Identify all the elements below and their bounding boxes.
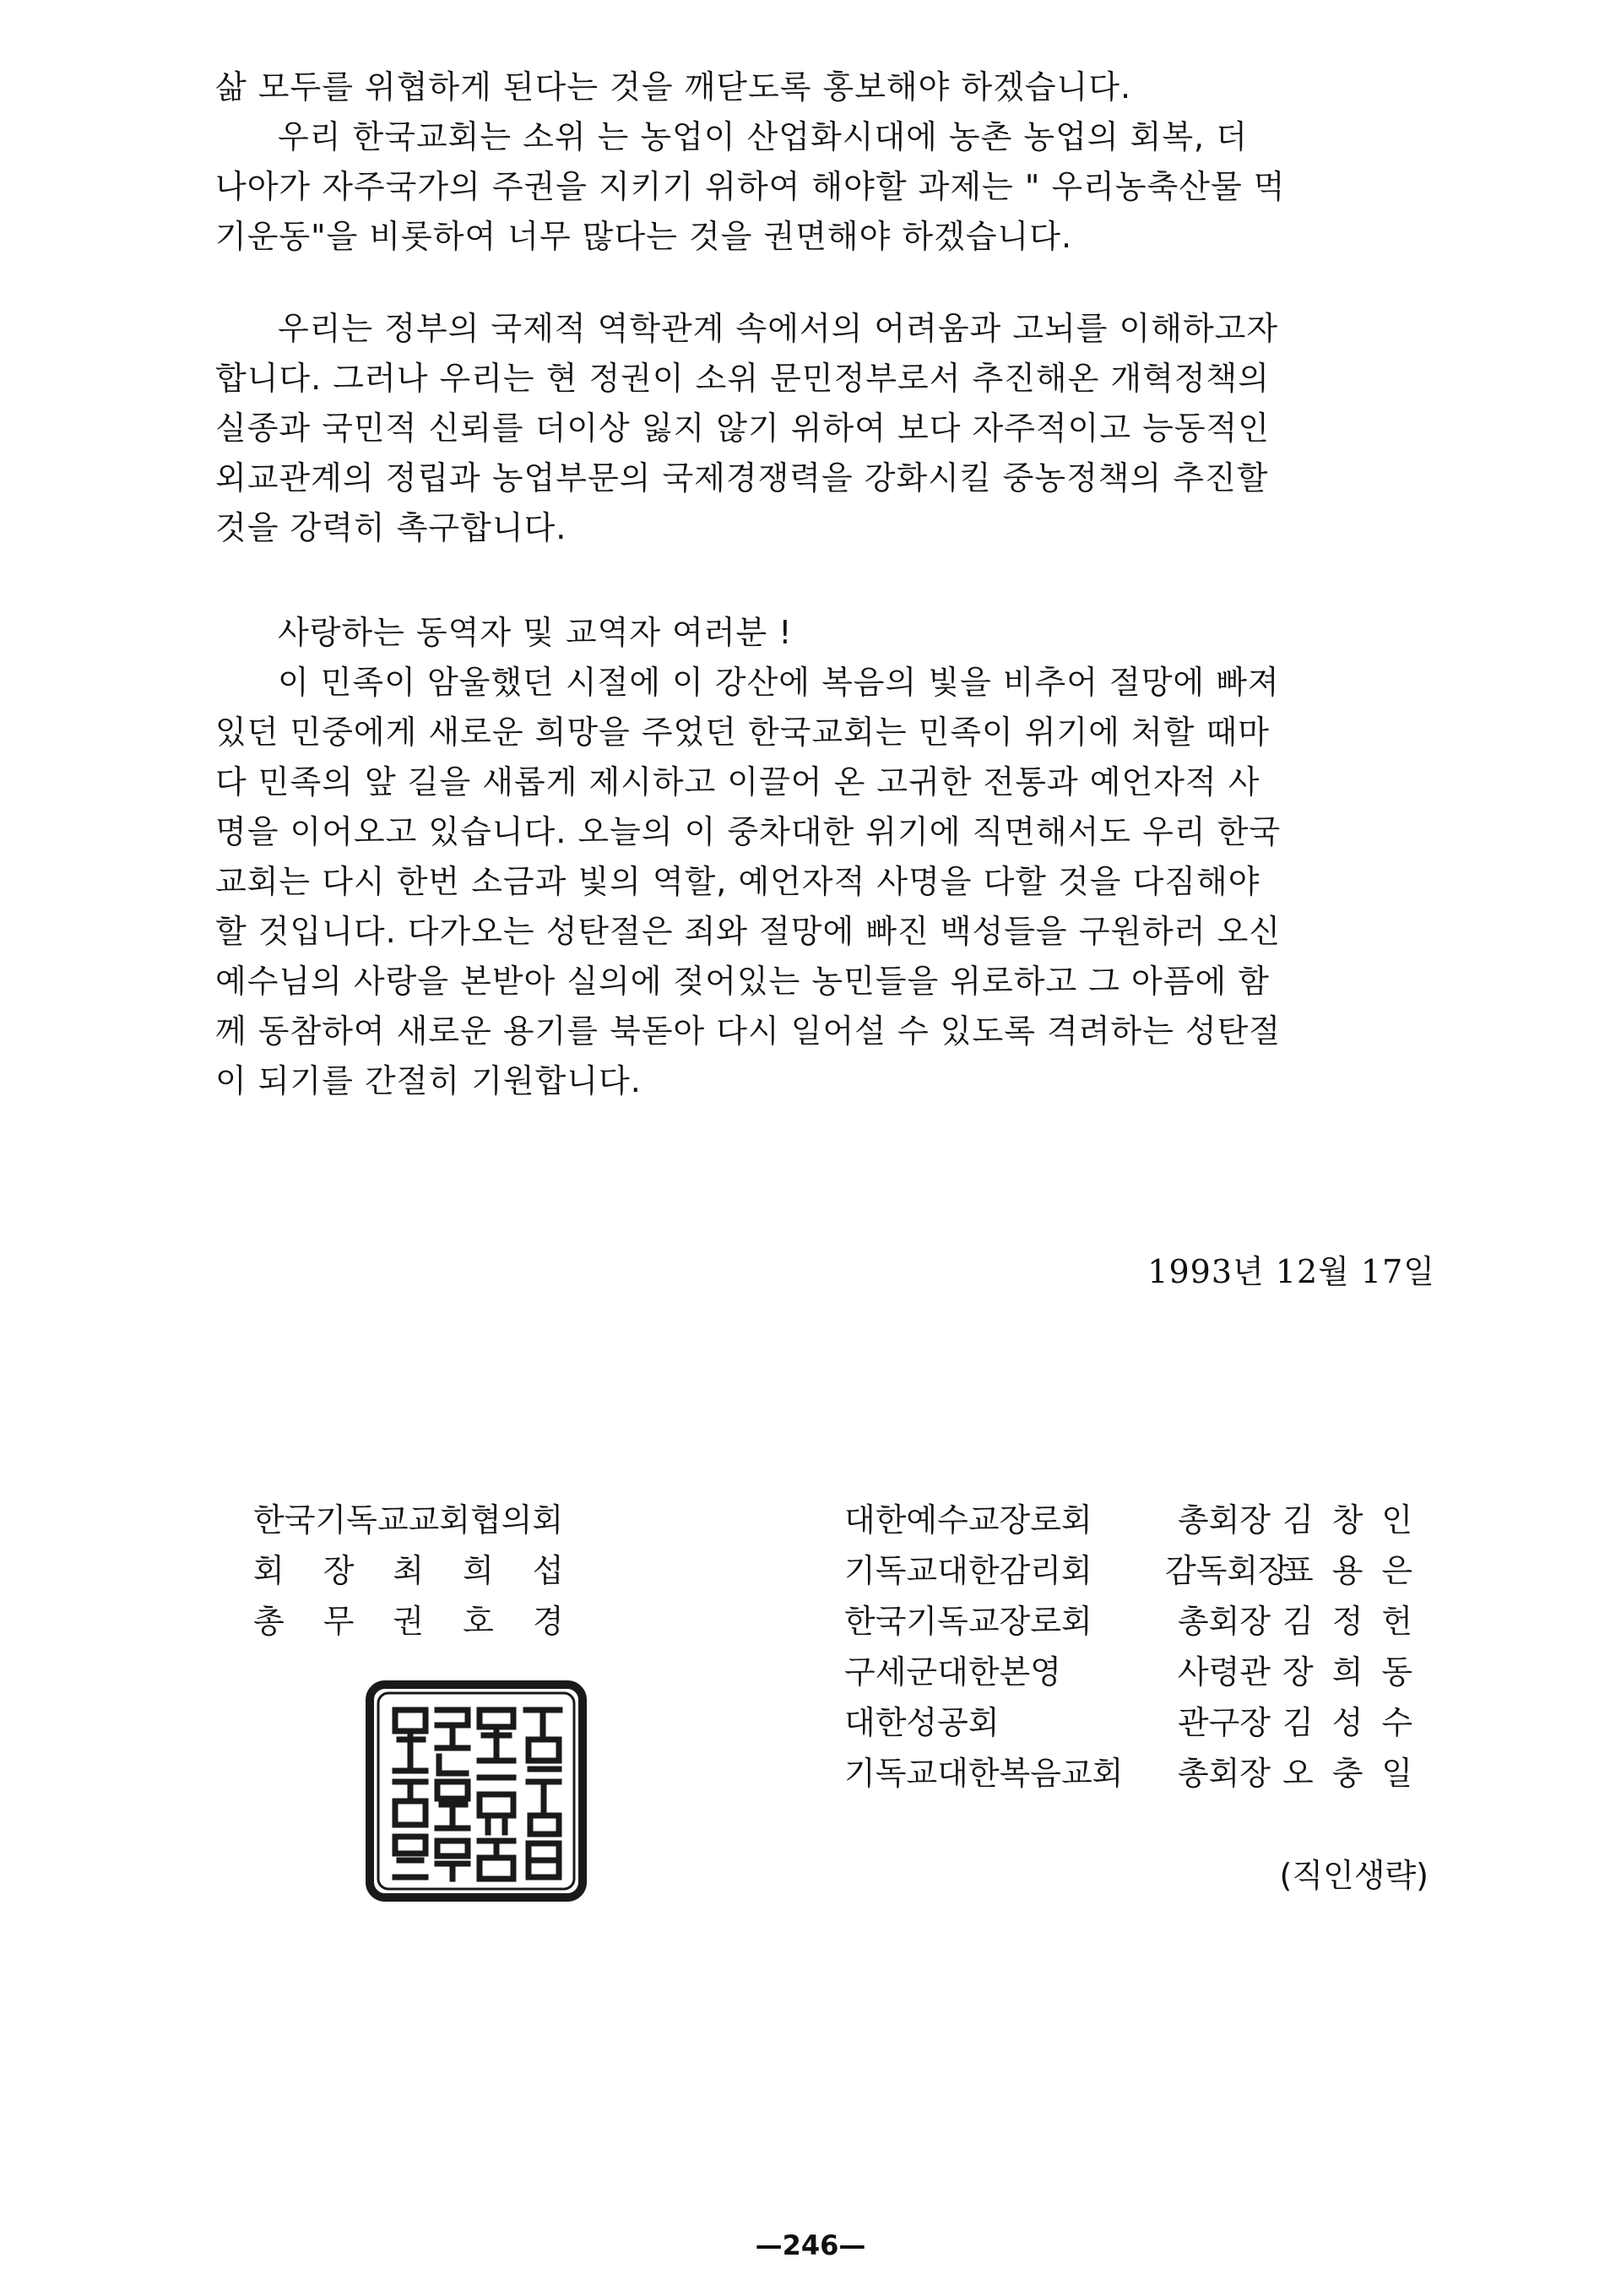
signatory-title: 총회장 <box>1177 1501 1271 1539</box>
paragraph-3 <box>215 608 1431 1106</box>
signatory-row <box>844 1748 1431 1799</box>
signatory-title: 총회장 <box>1177 1603 1271 1640</box>
text-line: 것을 강력히 촉구합니다. <box>215 509 567 546</box>
signatory-name: 장희동 <box>1282 1653 1432 1691</box>
salutation-line: 사랑하는 동역자 및 교역자 여러분 ! <box>278 614 793 651</box>
text-line: 우리 한국교회는 소위 는 농업이 산업화시대에 농촌 농업의 회복, 더 <box>278 118 1248 155</box>
text-line: 우리는 정부의 국제적 역학관계 속에서의 어려움과 고뇌를 이해하고자 <box>278 310 1279 347</box>
signatory-block-left <box>253 1495 603 1647</box>
paragraph-1 <box>215 62 1431 262</box>
paragraph-2 <box>215 304 1431 553</box>
text-line: 삶 모두를 위협하게 된다는 것을 깨닫도록 홍보해야 하겠습니다. <box>215 68 1132 106</box>
denomination-name: 한국기독교장로회 <box>844 1603 1092 1640</box>
signatory-name: 김정헌 <box>1282 1603 1432 1640</box>
text-line: 께 동참하여 새로운 용기를 북돋아 다시 일어설 수 있도록 격려하는 성탄절 <box>215 1012 1282 1050</box>
denomination-name: 대한예수교장로회 <box>844 1501 1092 1539</box>
signatory-name: 표용은 <box>1282 1552 1432 1589</box>
signatory-title: 관구장 <box>1177 1704 1271 1741</box>
text-line: 이 되기를 간절히 기원합니다. <box>215 1062 642 1099</box>
signatory-name: 김창인 <box>1282 1501 1432 1539</box>
council-general-secretary: 총무권호경 <box>253 1603 603 1640</box>
text-line: 외교관계의 정립과 농업부문의 국제경쟁력을 강화시킬 중농정책의 추진할 <box>215 459 1269 497</box>
council-name: 한국기독교교회협의회 <box>253 1501 564 1539</box>
text-line: 나아가 자주국가의 주권을 지키기 위하여 해야할 과제는 " 우리농축산물 먹 <box>215 168 1286 205</box>
text-line: 할 것입니다. 다가오는 성탄절은 죄와 절망에 빠진 백성들을 구원하러 오신 <box>215 913 1282 950</box>
signatory-row <box>844 1545 1431 1596</box>
official-seal <box>361 1676 591 1906</box>
signatory-title: 총회장 <box>1177 1755 1271 1792</box>
denomination-name: 기독교대한감리회 <box>844 1552 1092 1589</box>
document-date: 1993년 12월 17일 <box>1147 1253 1435 1290</box>
text-line: 다 민족의 앞 길을 새롭게 제시하고 이끌어 온 고귀한 전통과 예언자적 사 <box>215 763 1260 801</box>
signatory-row <box>844 1647 1431 1697</box>
signatory-title: 감독회장 <box>1165 1552 1289 1589</box>
denomination-name: 기독교대한복음교회 <box>844 1755 1124 1792</box>
text-line: 명을 이어오고 있습니다. 오늘의 이 중차대한 위기에 직면해서도 우리 한국 <box>215 813 1282 850</box>
text-line: 있던 민중에게 새로운 희망을 주었던 한국교회는 민족이 위기에 처할 때마 <box>215 714 1270 751</box>
denomination-name: 구세군대한본영 <box>844 1653 1061 1691</box>
signatory-row <box>844 1697 1431 1748</box>
signatory-name: 김성수 <box>1282 1704 1432 1741</box>
text-line: 교회는 다시 한번 소금과 빛의 역할, 예언자적 사명을 다할 것을 다짐해야 <box>215 863 1260 900</box>
council-president: 회장최희섭 <box>253 1552 603 1589</box>
text-line: 이 민족이 암울했던 시절에 이 강산에 복음의 빛을 비추어 절망에 빠져 <box>278 664 1280 701</box>
signatory-row <box>844 1596 1431 1647</box>
seal-omission-note: (직인생략) <box>1279 1857 1429 1894</box>
text-line: 예수님의 사랑을 본받아 실의에 젖어있는 농민들을 위로하고 그 아픔에 함 <box>215 963 1270 1000</box>
signatory-title: 사령관 <box>1177 1653 1271 1691</box>
text-line: 실종과 국민적 신뢰를 더이상 잃지 않기 위하여 보다 자주적이고 능동적인 <box>215 410 1270 447</box>
signatory-name: 오충일 <box>1282 1755 1432 1792</box>
page-number: —246— <box>755 2229 866 2261</box>
signatory-row <box>844 1495 1431 1545</box>
denomination-name: 대한성공회 <box>844 1704 1000 1741</box>
text-line: 합니다. 그러나 우리는 현 정권이 소위 문민정부로서 추진해온 개혁정책의 <box>215 360 1270 397</box>
signatory-block-right <box>844 1495 1431 1799</box>
text-line: 기운동"을 비롯하여 너무 많다는 것을 권면해야 하겠습니다. <box>215 218 1073 255</box>
